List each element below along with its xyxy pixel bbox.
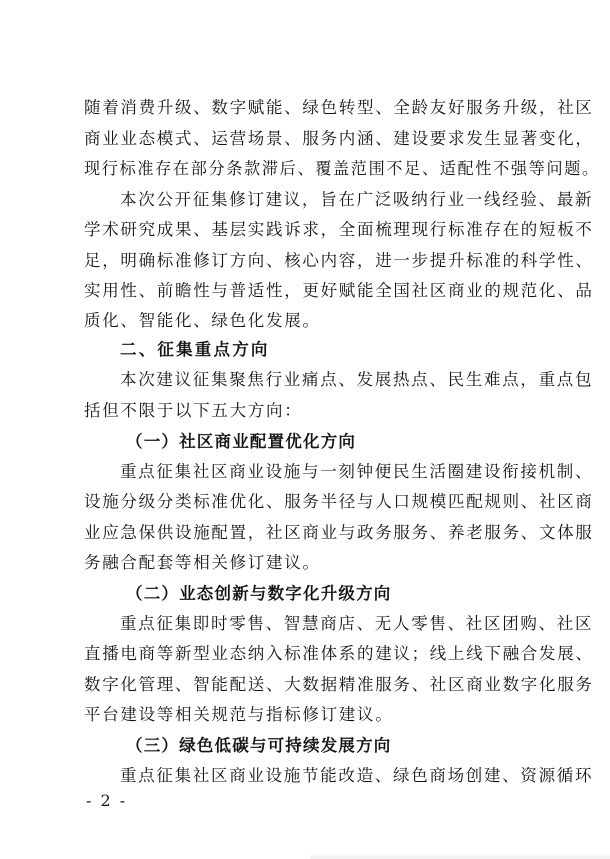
- page-number: - 2 -: [86, 791, 128, 810]
- body-line: 现行标准存在部分条款滞后、覆盖范围不足、适配性不强等问题。: [84, 159, 600, 178]
- body-line: 随着消费升级、数字赋能、绿色转型、全龄友好服务升级，社区: [84, 98, 594, 117]
- body-line: 学术研究成果、基层实践诉求，全面梳理现行标准存在的短板不: [84, 220, 594, 239]
- subsection-heading: （二）业态创新与数字化升级方向: [126, 584, 392, 603]
- section-heading: 二、征集重点方向: [120, 340, 270, 359]
- body-line: 业应急保供设施配置，社区商业与政务服务、养老服务、文体服: [84, 523, 594, 542]
- body-line: 务融合配套等相关修订建议。: [84, 553, 321, 572]
- body-line: 本次公开征集修订建议，旨在广泛吸纳行业一线经验、最新: [120, 190, 594, 209]
- body-line: 重点征集社区商业设施节能改造、绿色商场创建、资源循环: [120, 766, 594, 785]
- body-line: 实用性、前瞻性与普适性，更好赋能全国社区商业的规范化、品: [84, 281, 594, 300]
- body-line: 括但不限于以下五大方向：: [84, 401, 303, 420]
- body-line: 质化、智能化、绿色化发展。: [84, 311, 321, 330]
- body-line: 重点征集社区商业设施与一刻钟便民生活圈建设衔接机制、: [120, 462, 594, 481]
- body-line: 平台建设等相关规范与指标修订建议。: [84, 705, 394, 724]
- body-line: 数字化管理、智能配送、大数据精准服务、社区商业数字化服务: [84, 675, 594, 694]
- body-line: 本次建议征集聚焦行业痛点、发展热点、民生难点，重点包: [120, 370, 594, 389]
- body-line: 直播电商等新型业态纳入标准体系的建议；线上线下融合发展、: [84, 644, 594, 663]
- subsection-heading: （一）社区商业配置优化方向: [126, 432, 357, 451]
- body-line: 足，明确标准修订方向、核心内容，进一步提升标准的科学性、: [84, 251, 594, 270]
- body-line: 商业业态模式、运营场景、服务内涵、建设要求发生显著变化，: [84, 129, 594, 148]
- body-line: 重点征集即时零售、智慧商店、无人零售、社区团购、社区: [120, 614, 594, 633]
- body-line: 设施分级分类标准优化、服务半径与人口规模匹配规则、社区商: [84, 492, 594, 511]
- subsection-heading: （三）绿色低碳与可持续发展方向: [126, 736, 392, 755]
- scan-shadow: [310, 853, 610, 859]
